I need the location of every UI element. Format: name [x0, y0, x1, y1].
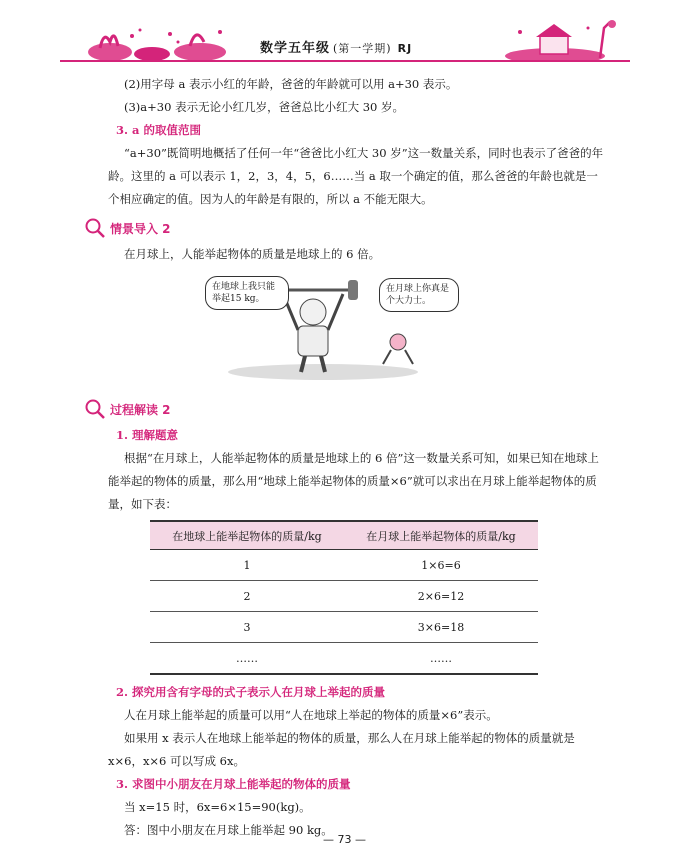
table-cell: 2×6=12: [344, 581, 538, 612]
table-cell: ……: [150, 643, 344, 675]
scene-text: 在月球上，人能举起物体的质量是地球上的 6 倍。: [124, 247, 381, 261]
speech-bubble-left: [205, 276, 289, 310]
table-cell: 3: [150, 612, 344, 643]
step2-body1: 人在月球上能举起的质量可以用“人在地球上举起的物体的质量×6”表示。: [124, 708, 498, 722]
header-title: 数学五年级 (第一学期) RJ: [260, 41, 413, 56]
section3-body: “a+30”既简明地概括了任何一年“爸爸比小红大 30 岁”这一数量关系，同时也表示了爸爸的年龄。这里的 a 可以表示 1，2，3，4，5，6……当 a 取一个确定的值，那么爸爸的年龄也就是一个相应确定的值。因为人的年龄是有限的，所以 a 不能无限大。: [108, 146, 604, 206]
header-flower-decoration-icon: [80, 22, 240, 62]
astronaut-illustration: [203, 272, 453, 382]
table-cell: 2: [150, 581, 344, 612]
table-row: [150, 612, 538, 643]
speech-bubble-right-text: 在月球上你真是个大力士。: [386, 284, 450, 306]
step3-title: 3. 求图中小朋友在月球上能举起的物体的质量: [116, 777, 351, 791]
table-header-earth: 在地球上能举起物体的质量/kg: [150, 521, 344, 550]
step1-title: 1. 理解题意: [116, 428, 179, 442]
table-row: [150, 581, 538, 612]
table-row: [150, 643, 538, 675]
speech-bubble-left-text: 在地球上我只能举起15 kg。: [212, 282, 276, 304]
process-heading-label: 过程解读 2: [110, 402, 171, 417]
scene-heading-label: 情景导入 2: [110, 221, 171, 236]
step3-body2: 答：图中小朋友在月球上能举起 90 kg。: [124, 823, 333, 837]
page-header: [60, 22, 630, 72]
intro-line-2: (2)用字母 a 表示小红的年龄，爸爸的年龄就可以用 a+30 表示。: [124, 77, 458, 91]
step3-body1: 当 x=15 时，6x=6×15=90(kg)。: [124, 800, 311, 814]
step2-body2: 如果用 x 表示人在地球上能举起的物体的质量，那么人在月球上能举起的物体的质量就是 x×6，x×6 可以写成 6x。: [108, 731, 575, 768]
header-house-decoration-icon: [500, 18, 630, 62]
table-cell: 3×6=18: [344, 612, 538, 643]
header-divider: [60, 60, 630, 62]
table-cell: 1×6=6: [344, 550, 538, 581]
step2-title: 2. 探究用含有字母的式子表示人在月球上举起的质量: [116, 685, 386, 699]
table-cell: ……: [344, 643, 538, 675]
speech-bubble-right: [379, 278, 459, 312]
page-content: [108, 73, 608, 842]
table-cell: 1: [150, 550, 344, 581]
page-number: — 73 —: [323, 833, 366, 846]
table-header-row: [150, 521, 538, 550]
mass-table: [150, 520, 538, 675]
process-heading: [84, 394, 608, 424]
table-row: [150, 550, 538, 581]
scene-heading: [84, 213, 608, 243]
intro-line-3: (3)a+30 表示无论小红几岁，爸爸总比小红大 30 岁。: [124, 100, 405, 114]
magnifier-icon: [84, 217, 106, 239]
step1-body: 根据“在月球上，人能举起物体的质量是地球上的 6 倍”这一数量关系可知，如果已知在地球上能举起的物体的质量，那么用“地球上能举起物体的质量×6”就可以求出在月球上能举起物体的质量，如下表：: [108, 451, 599, 511]
magnifier-icon: [84, 398, 106, 420]
section3-title: 3. a 的取值范围: [116, 123, 201, 137]
table-header-moon: 在月球上能举起物体的质量/kg: [344, 521, 538, 550]
